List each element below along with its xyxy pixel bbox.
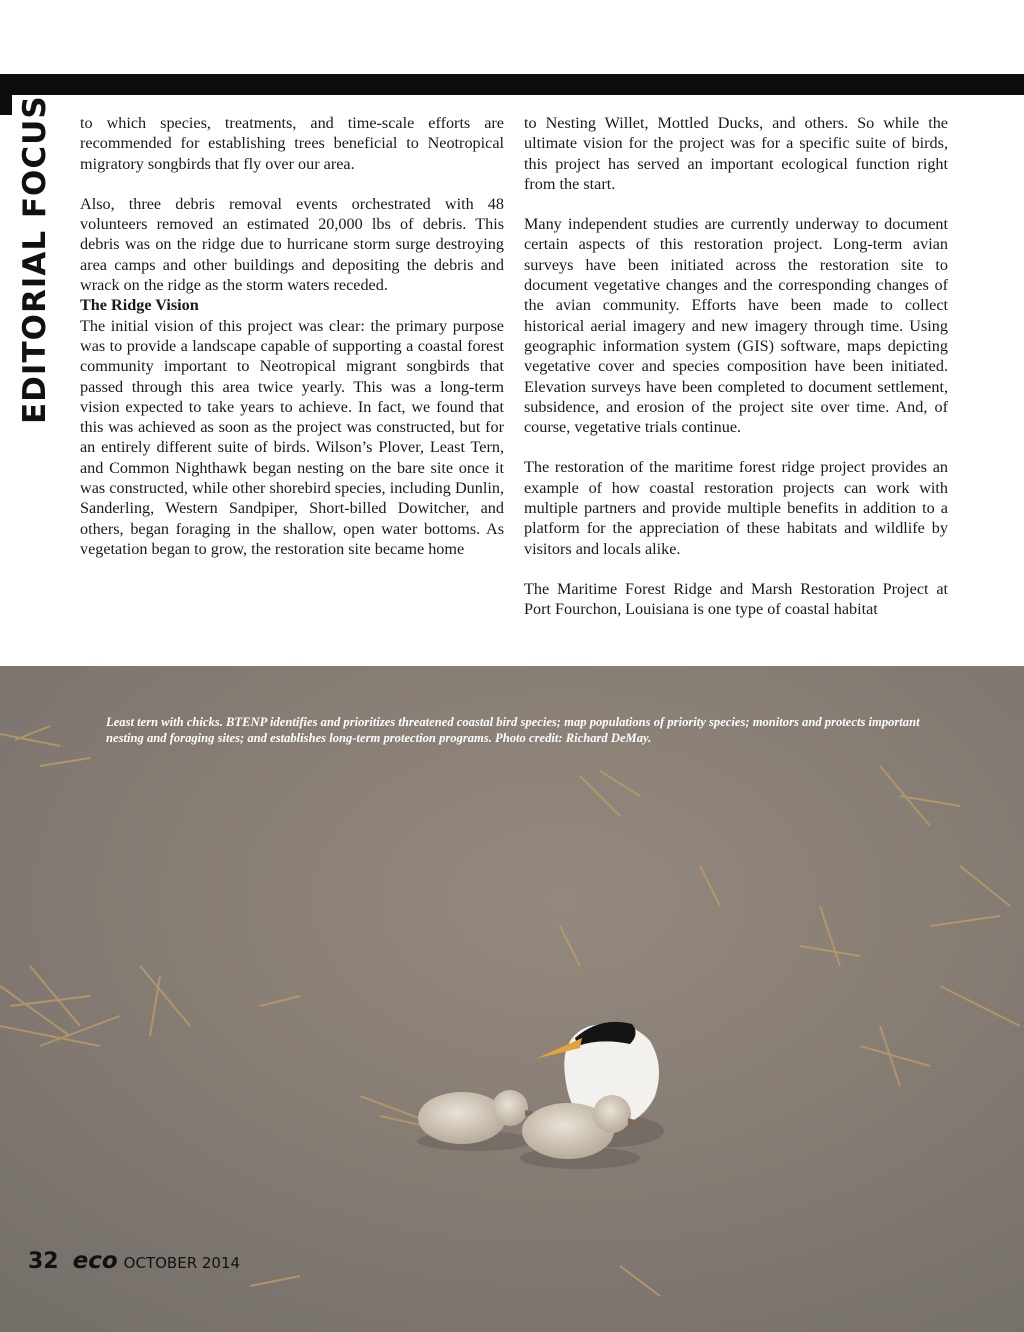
paragraph: The initial vision of this project was clear: the primary purpose was to provide a landscape capable of supporting a coastal forest community important to Neotropical migrant songbirds that passed through this area twice yearly. This was a long-term vision expected to take years to achieve. In fact, we found that this was achieved as soon as the project was constructed, but for an entirely different suite of birds. Wilson’s Plover, Least Tern, and Common Nighthawk began nesting on the bare site once it was constructed, while other shorebird species, including Dunlin, Sanderling, Western Sandpiper, Short-billed Dowitcher, and others, began foraging in the shallow, open water bottoms. As vegetation began to grow, the restoration site became home — [80, 316, 504, 558]
paragraph: The restoration of the maritime forest ridge project provides an example of how coastal restoration projects can work with multiple partners and provide multiple benefits in addition to a platform for the appreciation of these habitats and wildlife by visitors and locals alike. — [524, 458, 948, 558]
photo-caption: Least tern with chicks. BTENP identifies and prioritizes threatened coastal bird species; map populations of priority species; monitors and protects important nesting and foraging sites; and establishes long-term protection programs. Photo credit: Richard DeMay. — [106, 715, 920, 745]
least-tern-photo — [0, 666, 1024, 1332]
paragraph: to which species, treatments, and time-scale efforts are recommended for establishing trees beneficial to Neotropical migratory songbirds that fly over our area. — [80, 114, 504, 173]
section-label: EDITORIAL FOCUS — [17, 95, 53, 424]
chick-left — [417, 1090, 540, 1151]
paragraph: Many independent studies are currently underway to document certain aspects of this restoration project. Long-term avian surveys have been initiated across the restoration site to document vegetative changes and the corresponding changes of the avian community. Efforts have been made to collect historical aerial imagery and new imagery through time. Using geographic information system (GIS) software, maps depicting vegetative cover and species composition have been initiated. Elevation surveys have been completed to document settlement, subsidence, and erosion of the project site over time. And, of course, vegetative trials continue. — [524, 215, 948, 437]
page-number: 32 — [28, 1249, 59, 1274]
header-bar-tab — [0, 95, 12, 115]
left-column — [80, 113, 504, 579]
sand-background — [0, 666, 1024, 1332]
magazine-logo: eco — [72, 1248, 118, 1274]
paragraph — [80, 295, 504, 315]
section-subhead: The Ridge Vision — [80, 296, 199, 315]
paragraph: The Maritime Forest Ridge and Marsh Restoration Project at Port Fourchon, Louisiana is one type of coastal habitat — [524, 579, 948, 619]
photo-illustration — [0, 666, 1024, 1332]
issue-date: OCTOBER 2014 — [123, 1254, 241, 1272]
page-footer — [28, 1248, 240, 1274]
header-bar — [0, 74, 1024, 95]
right-column — [524, 113, 948, 640]
paragraph: to Nesting Willet, Mottled Ducks, and others. So while the ultimate vision for the project was for a specific suite of birds, this project has served an important ecological function right from the start. — [524, 114, 948, 193]
paragraph: Also, three debris removal events orchestrated with 48 volunteers removed an estimated 20,000 lbs of debris. This debris was on the ridge due to hurricane storm surge destroying area camps and other buildings and depositing the debris and wrack on the ridge as the storm waters receded. — [80, 194, 504, 295]
